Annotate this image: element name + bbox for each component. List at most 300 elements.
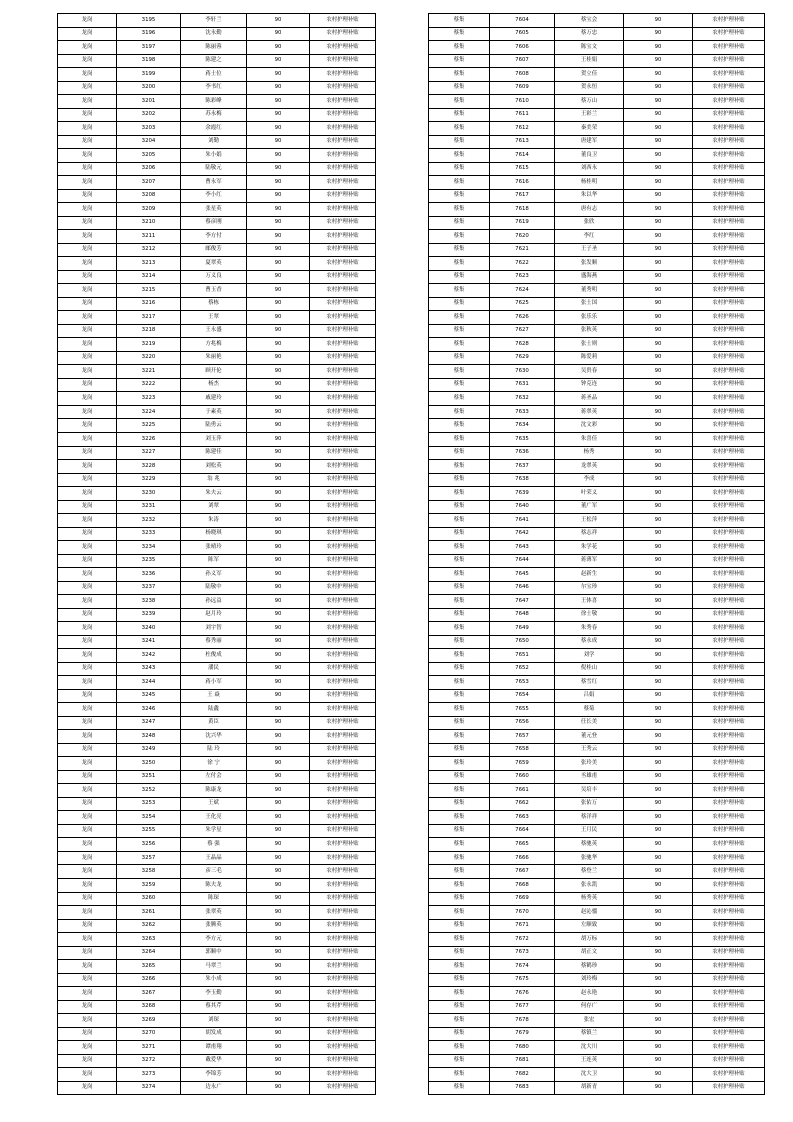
amount-cell: 90 <box>624 432 693 446</box>
subsidy-type-cell: 农村护理补贴 <box>310 487 376 501</box>
table-row <box>429 1000 765 1014</box>
serial-number-cell: 3220 <box>117 351 181 365</box>
township-cell: 蔡集 <box>429 405 490 419</box>
subsidy-type-cell: 农村护理补贴 <box>693 405 765 419</box>
name-cell: 陈爱莉 <box>555 351 624 365</box>
amount-cell: 90 <box>247 419 310 433</box>
amount-cell: 90 <box>247 730 310 744</box>
subsidy-type-cell: 农村护理补贴 <box>693 378 765 392</box>
name-cell: 吕娟 <box>555 689 624 703</box>
subsidy-type-cell: 农村护理补贴 <box>693 716 765 730</box>
amount-cell: 90 <box>247 622 310 636</box>
subsidy-type-cell: 农村护理补贴 <box>693 649 765 663</box>
township-cell: 蔡集 <box>429 946 490 960</box>
name-cell: 蒋小军 <box>181 676 247 690</box>
serial-number-cell: 7655 <box>490 703 555 717</box>
township-cell: 龙岗 <box>58 311 117 325</box>
table-row <box>58 797 376 811</box>
amount-cell: 90 <box>624 378 693 392</box>
subsidy-type-cell: 农村护理补贴 <box>693 176 765 190</box>
serial-number-cell: 7637 <box>490 460 555 474</box>
name-cell: 董良卫 <box>555 149 624 163</box>
township-cell: 龙岗 <box>58 851 117 865</box>
serial-number-cell: 3254 <box>117 811 181 825</box>
township-cell: 龙岗 <box>58 514 117 528</box>
table-row <box>429 176 765 190</box>
name-cell: 刘宇智 <box>181 622 247 636</box>
name-cell: 朱小成 <box>181 973 247 987</box>
subsidy-type-cell: 农村护理补贴 <box>693 27 765 41</box>
name-cell: 蔡万忠 <box>555 27 624 41</box>
township-cell: 蔡集 <box>429 500 490 514</box>
serial-number-cell: 3205 <box>117 149 181 163</box>
name-cell: 朱涛 <box>181 514 247 528</box>
name-cell: 王月民 <box>555 824 624 838</box>
amount-cell: 90 <box>624 689 693 703</box>
amount-cell: 90 <box>624 27 693 41</box>
serial-number-cell: 7664 <box>490 824 555 838</box>
name-cell: 陆 玲 <box>181 743 247 757</box>
table-row <box>429 257 765 271</box>
table-row <box>429 608 765 622</box>
subsidy-type-cell: 农村护理补贴 <box>693 460 765 474</box>
serial-number-cell: 3242 <box>117 649 181 663</box>
table-row <box>58 487 376 501</box>
amount-cell: 90 <box>247 1000 310 1014</box>
subsidy-type-cell: 农村护理补贴 <box>693 284 765 298</box>
amount-cell: 90 <box>247 879 310 893</box>
township-cell: 龙岗 <box>58 473 117 487</box>
township-cell: 龙岗 <box>58 906 117 920</box>
name-cell: 余霞红 <box>181 122 247 136</box>
subsidy-type-cell: 农村护理补贴 <box>693 68 765 82</box>
subsidy-type-cell: 农村护理补贴 <box>310 500 376 514</box>
name-cell: 沈大川 <box>555 1041 624 1055</box>
serial-number-cell: 7614 <box>490 149 555 163</box>
serial-number-cell: 7630 <box>490 365 555 379</box>
amount-cell: 90 <box>624 919 693 933</box>
name-cell: 彦三毛 <box>181 865 247 879</box>
table-row <box>58 703 376 717</box>
serial-number-cell: 3215 <box>117 284 181 298</box>
name-cell: 朱小娟 <box>181 149 247 163</box>
amount-cell: 90 <box>247 595 310 609</box>
amount-cell: 90 <box>624 797 693 811</box>
serial-number-cell: 7609 <box>490 81 555 95</box>
subsidy-type-cell: 农村护理补贴 <box>693 1000 765 1014</box>
township-cell: 蔡集 <box>429 41 490 55</box>
serial-number-cell: 3240 <box>117 622 181 636</box>
name-cell: 夏翠英 <box>181 257 247 271</box>
amount-cell: 90 <box>624 122 693 136</box>
amount-cell: 90 <box>624 595 693 609</box>
amount-cell: 90 <box>247 473 310 487</box>
name-cell: 张玲美 <box>555 757 624 771</box>
amount-cell: 90 <box>247 541 310 555</box>
table-row <box>58 649 376 663</box>
subsidy-type-cell: 农村护理补贴 <box>310 419 376 433</box>
township-cell: 蔡集 <box>429 635 490 649</box>
subsidy-type-cell: 农村护理补贴 <box>693 365 765 379</box>
amount-cell: 90 <box>624 270 693 284</box>
table-row <box>58 432 376 446</box>
township-cell: 龙岗 <box>58 487 117 501</box>
table-row <box>58 933 376 947</box>
subsidy-type-cell: 农村护理补贴 <box>693 1014 765 1028</box>
amount-cell: 90 <box>624 608 693 622</box>
table-row <box>429 216 765 230</box>
name-cell: 张发顺 <box>555 257 624 271</box>
name-cell: 李锦芳 <box>181 1068 247 1082</box>
name-cell: 任长美 <box>555 716 624 730</box>
table-row <box>58 68 376 82</box>
township-cell: 龙岗 <box>58 176 117 190</box>
township-cell: 龙岗 <box>58 797 117 811</box>
table-row <box>429 149 765 163</box>
name-cell: 蔡菊 <box>555 703 624 717</box>
township-cell: 蔡集 <box>429 730 490 744</box>
name-cell: 陈军 <box>181 554 247 568</box>
amount-cell: 90 <box>624 730 693 744</box>
subsidy-type-cell: 农村护理补贴 <box>310 730 376 744</box>
amount-cell: 90 <box>247 378 310 392</box>
serial-number-cell: 3216 <box>117 297 181 311</box>
name-cell: 张士则 <box>555 338 624 352</box>
amount-cell: 90 <box>247 797 310 811</box>
name-cell: 邮俊芳 <box>181 243 247 257</box>
name-cell: 翁 兆 <box>181 473 247 487</box>
amount-cell: 90 <box>624 473 693 487</box>
name-cell: 杜俊成 <box>181 649 247 663</box>
table-row <box>58 405 376 419</box>
table-row <box>429 635 765 649</box>
table-row <box>58 284 376 298</box>
serial-number-cell: 7607 <box>490 54 555 68</box>
amount-cell: 90 <box>247 311 310 325</box>
table-row <box>429 203 765 217</box>
name-cell: 刘玉萍 <box>181 432 247 446</box>
name-cell: 方兆梅 <box>181 338 247 352</box>
serial-number-cell: 7651 <box>490 649 555 663</box>
name-cell: 朱秀春 <box>555 622 624 636</box>
serial-number-cell: 3223 <box>117 392 181 406</box>
table-row <box>58 1000 376 1014</box>
name-cell: 刘翠 <box>181 500 247 514</box>
amount-cell: 90 <box>247 608 310 622</box>
subsidy-type-cell: 农村护理补贴 <box>310 149 376 163</box>
amount-cell: 90 <box>247 824 310 838</box>
amount-cell: 90 <box>247 973 310 987</box>
table-row <box>58 635 376 649</box>
subsidy-type-cell: 农村护理补贴 <box>693 41 765 55</box>
township-cell: 龙岗 <box>58 568 117 582</box>
amount-cell: 90 <box>624 824 693 838</box>
amount-cell: 90 <box>624 987 693 1001</box>
table-row <box>58 716 376 730</box>
amount-cell: 90 <box>624 1054 693 1068</box>
amount-cell: 90 <box>624 514 693 528</box>
name-cell: 王体喜 <box>555 595 624 609</box>
subsidy-type-cell: 农村护理补贴 <box>310 54 376 68</box>
name-cell: 朱夫云 <box>181 487 247 501</box>
table-row <box>58 14 376 28</box>
township-cell: 龙岗 <box>58 446 117 460</box>
serial-number-cell: 3196 <box>117 27 181 41</box>
township-cell: 蔡集 <box>429 338 490 352</box>
subsidy-type-cell: 农村护理补贴 <box>693 757 765 771</box>
serial-number-cell: 3211 <box>117 230 181 244</box>
subsidy-type-cell: 农村护理补贴 <box>693 973 765 987</box>
amount-cell: 90 <box>247 689 310 703</box>
serial-number-cell: 3247 <box>117 716 181 730</box>
subsidy-type-cell: 农村护理补贴 <box>310 608 376 622</box>
amount-cell: 90 <box>624 216 693 230</box>
name-cell: 王秀云 <box>555 743 624 757</box>
name-cell: 顾开伦 <box>181 365 247 379</box>
township-cell: 蔡集 <box>429 689 490 703</box>
amount-cell: 90 <box>247 216 310 230</box>
serial-number-cell: 7660 <box>490 770 555 784</box>
township-cell: 蔡集 <box>429 460 490 474</box>
serial-number-cell: 7613 <box>490 135 555 149</box>
township-cell: 龙岗 <box>58 1068 117 1082</box>
subsidy-type-cell: 农村护理补贴 <box>310 568 376 582</box>
township-cell: 龙岗 <box>58 946 117 960</box>
serial-number-cell: 3251 <box>117 770 181 784</box>
serial-number-cell: 7657 <box>490 730 555 744</box>
serial-number-cell: 7604 <box>490 14 555 28</box>
amount-cell: 90 <box>247 324 310 338</box>
township-cell: 龙岗 <box>58 541 117 555</box>
amount-cell: 90 <box>247 68 310 82</box>
name-cell: 蔡永成 <box>555 635 624 649</box>
township-cell: 蔡集 <box>429 189 490 203</box>
serial-number-cell: 7678 <box>490 1014 555 1028</box>
name-cell: 李方付 <box>181 230 247 244</box>
table-row <box>429 892 765 906</box>
township-cell: 龙岗 <box>58 770 117 784</box>
amount-cell: 90 <box>624 392 693 406</box>
serial-number-cell: 7625 <box>490 297 555 311</box>
serial-number-cell: 3267 <box>117 987 181 1001</box>
serial-number-cell: 7647 <box>490 595 555 609</box>
township-cell: 蔡集 <box>429 757 490 771</box>
table-row <box>429 811 765 825</box>
amount-cell: 90 <box>247 757 310 771</box>
serial-number-cell: 7667 <box>490 865 555 879</box>
name-cell: 张永凯 <box>555 879 624 893</box>
township-cell: 蔡集 <box>429 568 490 582</box>
name-cell: 徐 宁 <box>181 757 247 771</box>
subsidy-type-cell: 农村护理补贴 <box>310 27 376 41</box>
name-cell: 陈彩峰 <box>181 95 247 109</box>
table-row <box>58 27 376 41</box>
table-row <box>429 824 765 838</box>
table-row <box>58 41 376 55</box>
serial-number-cell: 7672 <box>490 933 555 947</box>
subsidy-type-cell: 农村护理补贴 <box>310 716 376 730</box>
name-cell: 蒋翠英 <box>555 405 624 419</box>
amount-cell: 90 <box>247 351 310 365</box>
amount-cell: 90 <box>624 324 693 338</box>
subsidy-type-cell: 农村护理补贴 <box>310 676 376 690</box>
township-cell: 蔡集 <box>429 1000 490 1014</box>
subsidy-type-cell: 农村护理补贴 <box>693 432 765 446</box>
subsidy-type-cell: 农村护理补贴 <box>310 460 376 474</box>
table-row <box>58 906 376 920</box>
serial-number-cell: 7619 <box>490 216 555 230</box>
township-cell: 龙岗 <box>58 270 117 284</box>
subsidy-type-cell: 农村护理补贴 <box>693 351 765 365</box>
table-row <box>58 784 376 798</box>
serial-number-cell: 3253 <box>117 797 181 811</box>
name-cell: 董秀明 <box>555 284 624 298</box>
amount-cell: 90 <box>624 135 693 149</box>
township-cell: 龙岗 <box>58 460 117 474</box>
table-row <box>429 297 765 311</box>
table-row <box>58 595 376 609</box>
subsidy-type-cell: 农村护理补贴 <box>310 514 376 528</box>
table-row <box>58 1041 376 1055</box>
serial-number-cell: 3219 <box>117 338 181 352</box>
township-cell: 龙岗 <box>58 365 117 379</box>
amount-cell: 90 <box>624 1000 693 1014</box>
table-row <box>429 987 765 1001</box>
serial-number-cell: 7639 <box>490 487 555 501</box>
subsidy-type-cell: 农村护理补贴 <box>693 987 765 1001</box>
serial-number-cell: 3199 <box>117 68 181 82</box>
township-cell: 龙岗 <box>58 419 117 433</box>
township-cell: 龙岗 <box>58 432 117 446</box>
table-row <box>429 797 765 811</box>
table-row <box>58 365 376 379</box>
name-cell: 张秋英 <box>555 324 624 338</box>
serial-number-cell: 3238 <box>117 595 181 609</box>
name-cell: 胡正文 <box>555 946 624 960</box>
subsidy-type-cell: 农村护理补贴 <box>693 743 765 757</box>
subsidy-type-cell: 农村护理补贴 <box>310 203 376 217</box>
name-cell: 陈丽蓉 <box>181 41 247 55</box>
name-cell: 蔡 强 <box>181 838 247 852</box>
table-row <box>58 419 376 433</box>
township-cell: 龙岗 <box>58 824 117 838</box>
amount-cell: 90 <box>247 230 310 244</box>
table-row <box>58 122 376 136</box>
subsidy-type-cell: 农村护理补贴 <box>693 960 765 974</box>
subsidy-type-cell: 农村护理补贴 <box>693 1054 765 1068</box>
table-row <box>429 716 765 730</box>
table-row <box>429 676 765 690</box>
table-row <box>58 297 376 311</box>
township-cell: 龙岗 <box>58 405 117 419</box>
serial-number-cell: 7610 <box>490 95 555 109</box>
serial-number-cell: 7677 <box>490 1000 555 1014</box>
table-row <box>429 432 765 446</box>
serial-number-cell: 7623 <box>490 270 555 284</box>
name-cell: 赵月玲 <box>181 608 247 622</box>
name-cell: 杨杰 <box>181 378 247 392</box>
name-cell: 刘琛 <box>181 1014 247 1028</box>
amount-cell: 90 <box>624 892 693 906</box>
subsidy-type-cell: 农村护理补贴 <box>310 297 376 311</box>
subsidy-type-cell: 农村护理补贴 <box>310 527 376 541</box>
amount-cell: 90 <box>247 662 310 676</box>
amount-cell: 90 <box>247 960 310 974</box>
table-row <box>429 392 765 406</box>
table-row <box>58 392 376 406</box>
subsidy-type-cell: 农村护理补贴 <box>693 189 765 203</box>
table-row <box>58 500 376 514</box>
table-row <box>58 608 376 622</box>
serial-number-cell: 3249 <box>117 743 181 757</box>
name-cell: 唐有志 <box>555 203 624 217</box>
subsidy-type-cell: 农村护理补贴 <box>693 635 765 649</box>
amount-cell: 90 <box>624 635 693 649</box>
amount-cell: 90 <box>247 906 310 920</box>
table-row <box>58 1068 376 1082</box>
name-cell: 贺永恒 <box>555 81 624 95</box>
serial-number-cell: 7676 <box>490 987 555 1001</box>
table-row <box>429 757 765 771</box>
name-cell: 谭甫翔 <box>181 1041 247 1055</box>
subsidy-type-cell: 农村护理补贴 <box>693 797 765 811</box>
township-cell: 蔡集 <box>429 203 490 217</box>
name-cell: 蔡雪红 <box>555 676 624 690</box>
serial-number-cell: 3265 <box>117 960 181 974</box>
name-cell: 刘学 <box>555 649 624 663</box>
amount-cell: 90 <box>247 108 310 122</box>
amount-cell: 90 <box>247 297 310 311</box>
serial-number-cell: 3264 <box>117 946 181 960</box>
table-row <box>58 351 376 365</box>
name-cell: 张星英 <box>181 203 247 217</box>
subsidy-type-cell: 农村护理补贴 <box>310 743 376 757</box>
serial-number-cell: 3210 <box>117 216 181 230</box>
township-cell: 蔡集 <box>429 662 490 676</box>
name-cell: 朱学星 <box>181 824 247 838</box>
serial-number-cell: 7652 <box>490 662 555 676</box>
serial-number-cell: 7661 <box>490 784 555 798</box>
township-cell: 蔡集 <box>429 270 490 284</box>
name-cell: 陈建之 <box>181 54 247 68</box>
township-cell: 蔡集 <box>429 1068 490 1082</box>
township-cell: 龙岗 <box>58 81 117 95</box>
subsidy-type-cell: 农村护理补贴 <box>693 1068 765 1082</box>
township-cell: 龙岗 <box>58 581 117 595</box>
serial-number-cell: 3266 <box>117 973 181 987</box>
subsidy-type-cell: 农村护理补贴 <box>310 784 376 798</box>
subsidy-type-cell: 农村护理补贴 <box>693 514 765 528</box>
amount-cell: 90 <box>247 365 310 379</box>
table-row <box>429 365 765 379</box>
township-cell: 蔡集 <box>429 784 490 798</box>
subsidy-type-cell: 农村护理补贴 <box>310 243 376 257</box>
serial-number-cell: 7665 <box>490 838 555 852</box>
amount-cell: 90 <box>624 838 693 852</box>
serial-number-cell: 7650 <box>490 635 555 649</box>
township-cell: 蔡集 <box>429 68 490 82</box>
township-cell: 蔡集 <box>429 608 490 622</box>
name-cell: 马翠兰 <box>181 960 247 974</box>
subsidy-type-cell: 农村护理补贴 <box>310 284 376 298</box>
table-row <box>58 257 376 271</box>
amount-cell: 90 <box>624 41 693 55</box>
table-row <box>429 973 765 987</box>
name-cell: 陈夫龙 <box>181 879 247 893</box>
amount-cell: 90 <box>624 703 693 717</box>
name-cell: 蔡万山 <box>555 95 624 109</box>
table-row <box>58 473 376 487</box>
